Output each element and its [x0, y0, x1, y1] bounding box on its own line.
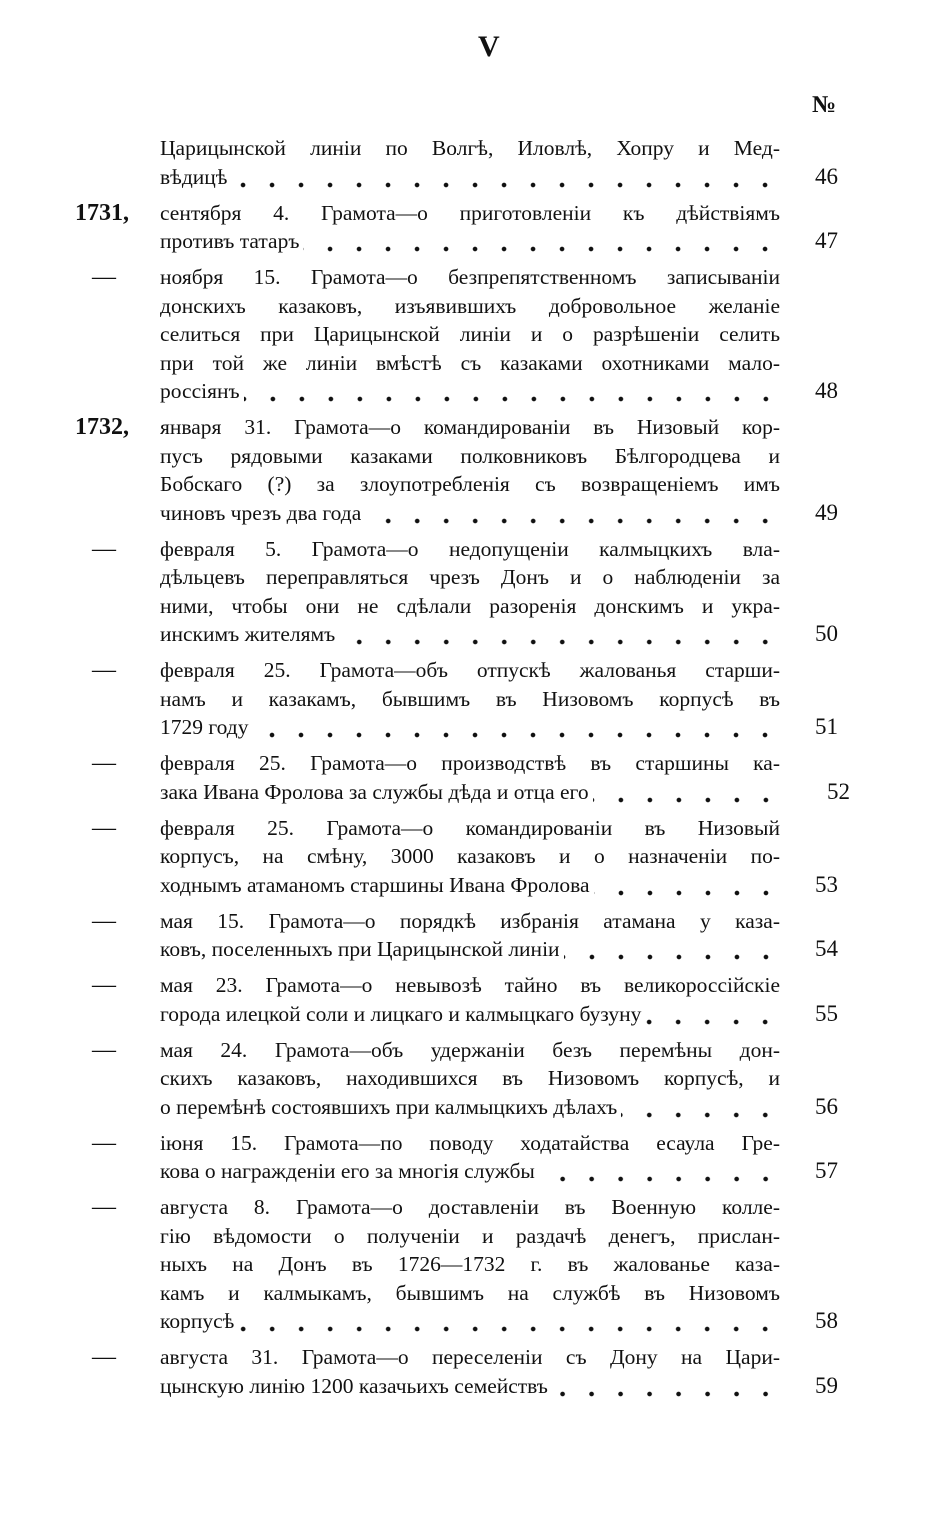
- document-number: 56: [815, 1093, 838, 1119]
- document-number: 53: [815, 871, 838, 897]
- toc-entry: [0, 749, 928, 806]
- ditto-dash: —: [92, 814, 116, 841]
- entry-text-line: [160, 1372, 780, 1401]
- entry-text-line: [160, 163, 780, 192]
- ditto-dash: —: [92, 535, 116, 562]
- entry-text-line: мая 15. Грамота—о порядкѣ избранія атамана у каза-: [160, 908, 780, 933]
- dot-leader: [303, 227, 780, 256]
- entry-text-line: августа 31. Грамота—о переселеніи съ Дону на Цари-: [160, 1345, 780, 1369]
- document-number: 57: [815, 1158, 838, 1183]
- ditto-dash: —: [92, 1129, 116, 1156]
- document-number: 58: [815, 1308, 838, 1333]
- toc-entry: [0, 1193, 928, 1336]
- dot-leader: [564, 935, 780, 964]
- toc-entry: [0, 263, 928, 406]
- toc-entry: [0, 413, 928, 527]
- entry-text: чиновъ чрезъ два года: [160, 500, 362, 525]
- toc-entry: [0, 535, 928, 649]
- ditto-dash: —: [92, 907, 116, 934]
- toc-entry: [0, 1343, 928, 1400]
- entry-text-line: ними, чтобы они не сдѣлали разоренія донскимъ и укра-: [160, 593, 780, 618]
- number-column-header: №: [812, 92, 837, 118]
- document-number: 51: [815, 714, 838, 739]
- entry-text-line: [160, 1307, 780, 1336]
- entry-text-line: сентября 4. Грамота—о приготовленіи къ дѣйствіямъ: [160, 200, 780, 225]
- ditto-dash: —: [92, 750, 116, 776]
- ditto-dash: —: [92, 972, 116, 998]
- document-number: 52: [827, 778, 850, 804]
- entry-text-line: [160, 713, 780, 742]
- entry-text-line: при той же линіи вмѣстѣ съ казаками охотниками мало-: [160, 350, 780, 375]
- entry-text-line: [160, 935, 780, 964]
- entry-text-line: [160, 227, 780, 256]
- document-number: 48: [815, 378, 838, 403]
- entry-text-line: февраля 25. Грамота—объ отпускѣ жалованья старши-: [160, 658, 780, 682]
- entry-text-line: гію вѣдомости о полученіи и раздачѣ денегъ, прислан-: [160, 1223, 780, 1248]
- entry-text: инскимъ жителямъ: [160, 622, 336, 646]
- entry-text-line: [160, 499, 780, 528]
- toc-entry: [0, 907, 928, 964]
- entry-text-line: камъ и калмыкамъ, бывшимъ на службѣ въ Низовомъ: [160, 1280, 780, 1305]
- entry-year: 1732,: [75, 414, 129, 440]
- toc-entry: [0, 656, 928, 742]
- entry-text-line: [160, 377, 780, 406]
- page-numeral: V: [478, 30, 500, 63]
- entry-text-line: мая 23. Грамота—о невывозѣ тайно въ великороссійскіе: [160, 973, 780, 997]
- document-number: 50: [815, 621, 838, 646]
- table-of-contents: [0, 134, 928, 1408]
- entry-text-line: [160, 1093, 780, 1122]
- entry-text-line: скихъ казаковъ, находившихся въ Низовомъ корпусѣ, и: [160, 1066, 780, 1090]
- entry-text-line: [160, 778, 780, 807]
- entry-text-line: [160, 1000, 780, 1029]
- entry-text: зака Ивана Фролова за службы дѣда и отца его: [160, 779, 589, 804]
- entry-text-line: февраля 5. Грамота—о недопущеніи калмыцкихъ вла-: [160, 536, 780, 561]
- document-number: 54: [815, 936, 838, 961]
- entry-text: кова о награжденіи его за многія службы: [160, 1159, 535, 1183]
- entry-text: россіянъ: [160, 379, 240, 403]
- dot-leader: [552, 1372, 780, 1401]
- dot-leader: [339, 620, 780, 649]
- dot-leader: [594, 871, 780, 900]
- ditto-dash: —: [92, 1194, 116, 1220]
- document-number: 49: [815, 499, 838, 525]
- dot-leader: [252, 713, 780, 742]
- document-number: 55: [815, 1000, 838, 1026]
- entry-text-line: ноября 15. Грамота—о безпрепятственномъ записываніи: [160, 265, 780, 289]
- entry-text-line: [160, 620, 780, 649]
- toc-entry: [0, 134, 928, 191]
- entry-text: противъ татаръ: [160, 229, 300, 253]
- entry-text-line: Царицынской линіи по Волгѣ, Иловлѣ, Хопру и Мед-: [160, 136, 780, 160]
- dot-leader: [645, 1000, 780, 1029]
- entry-text-line: намъ и казакамъ, бывшимъ въ Низовомъ корпусѣ въ: [160, 686, 780, 711]
- entry-text-line: января 31. Грамота—о командированіи въ Низовый кор-: [160, 415, 780, 439]
- entry-text-line: [160, 871, 780, 900]
- dot-leader: [231, 163, 780, 192]
- entry-text-line: пусъ рядовыми казаками полковниковъ Бѣлгородцева и: [160, 443, 780, 468]
- toc-entry: [0, 199, 928, 256]
- ditto-dash: —: [92, 657, 116, 683]
- document-number: 46: [815, 163, 838, 189]
- entry-text-line: іюня 15. Грамота—по поводу ходатайства есаула Гре-: [160, 1130, 780, 1155]
- entry-text: 1729 году: [160, 715, 249, 739]
- dot-leader: [244, 377, 780, 406]
- entry-text-line: февраля 25. Грамота—о командированіи въ Низовый: [160, 815, 780, 840]
- toc-entry: [0, 1036, 928, 1122]
- toc-entry: [0, 814, 928, 900]
- entry-text-line: донскихъ казаковъ, изъявившихъ добровольное желаніе: [160, 293, 780, 318]
- toc-entry: [0, 1129, 928, 1186]
- toc-entry: [0, 971, 928, 1028]
- document-number: 47: [815, 228, 838, 253]
- entry-text: ходнымъ атаманомъ старшины Ивана Фролова: [160, 872, 590, 897]
- entry-text: корпусѣ: [160, 1309, 235, 1333]
- dot-leader: [539, 1157, 780, 1186]
- dot-leader: [593, 778, 780, 807]
- entry-text: ковъ, поселенныхъ при Царицынской линіи: [160, 937, 560, 961]
- entry-text-line: корпусъ, на смѣну, 3000 казаковъ и о назначеніи по-: [160, 844, 780, 868]
- ditto-dash: —: [92, 1036, 116, 1063]
- entry-text-line: мая 24. Грамота—объ удержаніи безъ перемѣны дон-: [160, 1037, 780, 1062]
- entry-text: города илецкой соли и лицкаго и калмыцкаго бузуну: [160, 1001, 642, 1026]
- entry-text-line: селиться при Царицынской линіи и о разрѣшеніи селить: [160, 322, 780, 346]
- entry-text: о перемѣнѣ состоявшихъ при калмыцкихъ дѣлахъ: [160, 1094, 618, 1119]
- entry-text-line: [160, 1157, 780, 1186]
- entry-text-line: августа 8. Грамота—о доставленіи въ Военную колле-: [160, 1195, 780, 1219]
- entry-text-line: ныхъ на Донъ въ 1726—1732 г. въ жалованье каза-: [160, 1252, 780, 1276]
- entry-text: вѣдицѣ: [160, 164, 228, 189]
- dot-leader: [621, 1093, 780, 1122]
- entry-text-line: февраля 25. Грамота—о производствѣ въ старшины ка-: [160, 751, 780, 775]
- entry-text-line: дѣльцевъ переправляться чрезъ Донъ и о наблюденіи за: [160, 565, 780, 589]
- entry-text: цынскую линію 1200 казачьихъ семействъ: [160, 1373, 548, 1398]
- ditto-dash: —: [92, 1344, 116, 1370]
- document-number: 59: [815, 1372, 838, 1398]
- dot-leader: [365, 499, 780, 528]
- ditto-dash: —: [92, 264, 116, 290]
- entry-year: 1731,: [75, 199, 129, 226]
- entry-text-line: Бобскаго (?) за злоупотребленія съ возвращеніемъ имъ: [160, 472, 780, 496]
- dot-leader: [238, 1307, 780, 1336]
